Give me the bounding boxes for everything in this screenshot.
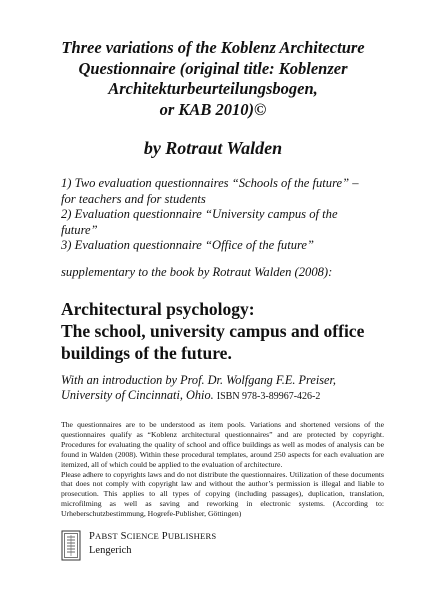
intro-line: With an introduction by Prof. Dr. Wolfgang F.E. Preiser, xyxy=(61,373,336,387)
title-line: or KAB 2010)© xyxy=(159,99,267,119)
notice-line: Please adhere to copyrights laws and do not distribute the questionnaires. Utilization of these documents that xyxy=(61,469,384,489)
author-line: by Rotraut Walden xyxy=(143,138,283,158)
notice-paragraph xyxy=(61,470,384,520)
list-item xyxy=(61,207,391,238)
list-item-line: 1) Two evaluation questionnaires “Schools of the future” – xyxy=(61,176,359,190)
list-item xyxy=(61,176,391,207)
copyright-notice xyxy=(61,420,384,519)
title-line: Questionnaire (original title: Koblenzer xyxy=(78,58,348,78)
title-line: Architekturbeurteilungsbogen, xyxy=(108,79,318,98)
isbn-number: ISBN 978-3-89967-426-2 xyxy=(216,391,321,402)
questionnaire-list xyxy=(61,176,391,254)
notice-paragraph xyxy=(61,420,384,470)
intro-line xyxy=(61,388,391,404)
title-line: Three variations of the Koblenz Architecture xyxy=(61,38,365,57)
publisher-logo-icon xyxy=(61,530,81,561)
notice-line: does not comply with copyright law and without the author’s permission is illegal and liable to prosecution. This xyxy=(61,479,384,499)
book-title-line: Architectural psychology: xyxy=(61,299,255,319)
list-item xyxy=(61,238,391,254)
notice-line: quality of school and office buildings as well as modes of analysis can be found in Walden (2008). Within these xyxy=(61,439,385,459)
publisher-city: Lengerich xyxy=(89,545,132,556)
list-item-line: for teachers and for students xyxy=(61,191,206,206)
intro-affiliation: University of Cincinnati, Ohio. xyxy=(61,388,214,402)
publisher-block xyxy=(61,530,311,566)
introduction-credit xyxy=(61,373,391,404)
list-item-line: future” xyxy=(61,222,98,237)
book-title xyxy=(61,298,401,364)
list-item-line: 2) Evaluation questionnaire “University campus of the xyxy=(61,207,338,221)
questionnaire-title xyxy=(40,38,386,120)
notice-line: procedural templates, around 250 aspects for each evaluation are itemized, all of which could be applied to the xyxy=(61,449,384,469)
notice-line: reworking in electronic systems. (According to: Urheberschutzbestimmung, Hogrefe-Publisher, Göttingen) xyxy=(61,499,385,519)
publisher-name: PABST SCIENCE PUBLISHERS xyxy=(89,531,217,542)
notice-line: qualify as “Koblenz architectural questionnaires” and are protected by copyright. Procedures for evaluating the xyxy=(61,429,384,449)
supplementary-note: supplementary to the book by Rotraut Walden (2008): xyxy=(61,265,333,279)
list-item-line: 3) Evaluation questionnaire “Office of the future” xyxy=(61,238,315,252)
book-title-line: The school, university campus and office xyxy=(61,321,365,341)
notice-line: evaluation of architecture. xyxy=(201,459,283,469)
book-title-line: buildings of the future. xyxy=(61,343,232,363)
notice-line: The questionnaires are to be understood as item pools. Variations and shortened versions of the questionnaires xyxy=(61,420,384,439)
notice-line: applies to all types of copying (including passages), duplication, translation, microfilming as well as saving and xyxy=(61,489,384,509)
